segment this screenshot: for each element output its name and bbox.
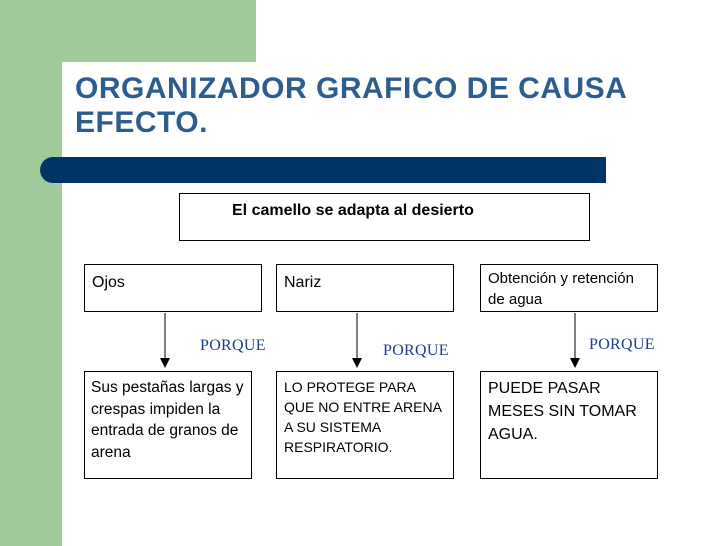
effect-box-water: PUEDE PASAR MESES SIN TOMAR AGUA.	[480, 371, 658, 479]
arrowhead-eyes	[160, 358, 170, 368]
effect-box-nose: LO PROTEGE PARA QUE NO ENTRE ARENA A SU SISTEMA RESPIRATORIO.	[276, 371, 454, 479]
cause-box-nose: Nariz	[276, 264, 454, 312]
cause-box-eyes: Ojos	[84, 264, 262, 312]
effect-box-eyes: Sus pestañas largas y crespas impiden la entrada de granos de arena	[84, 371, 252, 479]
slide-title: ORGANIZADOR GRAFICO DE CAUSA EFECTO.	[75, 72, 627, 139]
main-topic-box: El camello se adapta al desierto	[179, 193, 590, 241]
arrowhead-nose	[352, 358, 362, 368]
arrowhead-water	[570, 358, 580, 368]
connector-label-eyes: PORQUE	[200, 337, 266, 354]
cause-box-water: Obtención y retención de agua	[480, 264, 658, 312]
connector-label-nose: PORQUE	[383, 342, 449, 359]
connector-label-water: PORQUE	[589, 336, 655, 353]
